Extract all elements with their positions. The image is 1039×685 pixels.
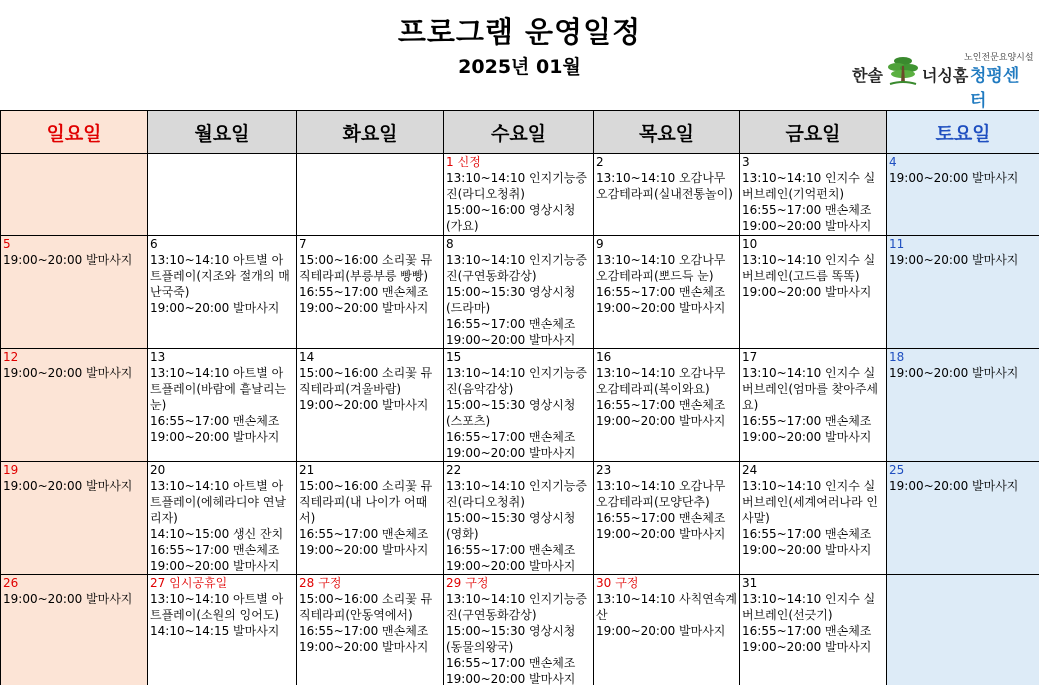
program-entry: 13:10~14:10 인지기능증진(구연동화감상): [446, 592, 587, 622]
day-header: [889, 349, 1037, 365]
program-entry: 15:00~16:00 소리꽃 뮤직테라피(내 나이가 어때서): [299, 479, 433, 525]
page-subtitle: 2025년 01월: [458, 56, 581, 78]
program-entry: 16:55~17:00 맨손체조: [446, 430, 576, 444]
program-entry: 19:00~20:00 발마사지: [596, 301, 726, 315]
program-list: [299, 252, 441, 316]
day-number: 21: [299, 463, 315, 477]
day-number: 28: [299, 576, 315, 590]
day-number: 3: [742, 155, 750, 169]
day-cell: [887, 236, 1039, 349]
logo-tagline: 노인전문요양시설: [964, 53, 1034, 63]
day-number: 15: [446, 350, 462, 364]
week-row: [1, 349, 1039, 462]
day-header: [150, 349, 294, 365]
week-row: [1, 154, 1039, 236]
program-entry: 13:10~14:10 아트별 아트플레이(지조와 절개의 매난국죽): [150, 253, 290, 299]
day-number: 16: [596, 350, 612, 364]
day-number: 4: [889, 155, 897, 169]
day-cell: [444, 462, 594, 575]
day-number: 6: [150, 237, 158, 251]
center-logo: [852, 50, 1034, 111]
day-cell: [887, 462, 1039, 575]
program-entry: 16:55~17:00 맨손체조: [742, 414, 872, 428]
program-entry: 16:55~17:00 맨손체조: [446, 543, 576, 557]
page-header: [0, 0, 1039, 110]
day-number: 12: [3, 350, 19, 364]
program-list: [299, 591, 441, 655]
day-cell: [297, 236, 444, 349]
day-header: [299, 236, 441, 252]
program-entry: 13:10~14:10 인지수 실버브레인(선긋기): [742, 592, 876, 622]
day-number: 31: [742, 576, 758, 590]
day-header: [889, 236, 1037, 252]
program-list: [596, 591, 737, 639]
program-entry: 19:00~20:00 발마사지: [446, 446, 576, 460]
program-entry: 16:55~17:00 맨손체조: [299, 624, 429, 638]
program-list: [889, 478, 1037, 494]
day-cell: [594, 349, 740, 462]
day-cell: [740, 575, 887, 685]
day-number: 25: [889, 463, 905, 477]
program-entry: 13:10~14:10 오감나무 오감테라피(뽀드득 눈): [596, 253, 726, 283]
logo-name-left: 한솔: [852, 66, 883, 85]
day-number: 7: [299, 237, 307, 251]
day-cell: [148, 462, 297, 575]
program-entry: 13:10~14:10 인지기능증진(구연동화감상): [446, 253, 587, 283]
program-list: [889, 252, 1037, 268]
program-list: [596, 252, 737, 316]
day-header: [596, 349, 737, 365]
program-entry: 19:00~20:00 발마사지: [446, 333, 576, 347]
day-number: 20: [150, 463, 166, 477]
program-entry: 15:00~16:00 영상시청(가요): [446, 203, 576, 233]
program-entry: 13:10~14:10 오감나무 오감테라피(복이와요): [596, 366, 726, 396]
program-entry: 19:00~20:00 발마사지: [742, 430, 872, 444]
weekday-sunday: 일요일: [1, 111, 148, 154]
day-number: 10: [742, 237, 758, 251]
day-cell: [594, 236, 740, 349]
day-header: [299, 349, 441, 365]
day-header: [596, 154, 737, 170]
logo-name-mid: 너싱홈: [922, 66, 969, 85]
program-list: [889, 170, 1037, 186]
day-header: [446, 462, 591, 478]
day-header: [299, 462, 441, 478]
day-cell: [148, 349, 297, 462]
day-header: [596, 462, 737, 478]
day-header: [742, 236, 884, 252]
day-number: 30: [596, 576, 612, 590]
day-number: 9: [596, 237, 604, 251]
weekday-header-row: [1, 111, 1039, 154]
program-list: [596, 478, 737, 542]
day-number: 8: [446, 237, 454, 251]
program-list: [446, 591, 591, 685]
day-header: [150, 462, 294, 478]
day-cell: [594, 462, 740, 575]
day-cell: [444, 236, 594, 349]
program-entry: 19:00~20:00 발마사지: [299, 543, 429, 557]
program-entry: 13:10~14:10 인지수 실버브레인(고드름 똑똑): [742, 253, 876, 283]
holiday-label: 구정: [318, 576, 342, 590]
program-entry: 14:10~14:15 발마사지: [150, 624, 280, 638]
program-entry: 19:00~20:00 발마사지: [299, 301, 429, 315]
program-list: [299, 365, 441, 413]
day-header: [3, 236, 145, 252]
day-number: 22: [446, 463, 462, 477]
day-cell: [297, 462, 444, 575]
program-entry: 19:00~20:00 발마사지: [742, 285, 872, 299]
day-cell: [740, 154, 887, 236]
day-number: 29: [446, 576, 462, 590]
day-cell: [1, 349, 148, 462]
program-entry: 19:00~20:00 발마사지: [150, 559, 280, 573]
program-entry: 19:00~20:00 발마사지: [889, 366, 1019, 380]
program-entry: 16:55~17:00 맨손체조: [596, 398, 726, 412]
program-entry: 13:10~14:10 인지수 실버브레인(기억펀치): [742, 171, 876, 201]
day-cell: [887, 154, 1039, 236]
day-number: 13: [150, 350, 166, 364]
program-entry: 15:00~15:30 영상시청(스포츠): [446, 398, 576, 428]
day-header: [596, 575, 737, 591]
program-list: [150, 478, 294, 574]
program-entry: 16:55~17:00 맨손체조: [150, 414, 280, 428]
weekday-saturday: 토요일: [887, 111, 1039, 154]
program-entry: 15:00~16:00 소리꽃 뮤직테라피(부릉부릉 빵빵): [299, 253, 433, 283]
program-entry: 15:00~15:30 영상시청(동물의왕국): [446, 624, 576, 654]
program-list: [596, 365, 737, 429]
week-row: [1, 575, 1039, 685]
schedule-calendar: [0, 110, 1039, 685]
day-cell: [148, 236, 297, 349]
day-header: [742, 349, 884, 365]
program-list: [446, 365, 591, 461]
program-entry: 19:00~20:00 발마사지: [3, 479, 133, 493]
program-entry: 16:55~17:00 맨손체조: [742, 527, 872, 541]
program-list: [150, 365, 294, 445]
day-header: [446, 154, 591, 170]
program-entry: 16:55~17:00 맨손체조: [446, 656, 576, 670]
program-entry: 13:10~14:10 오감나무 오감테라피(실내전통놀이): [596, 171, 733, 201]
program-entry: 19:00~20:00 발마사지: [3, 592, 133, 606]
holiday-label: 임시공휴일: [169, 576, 228, 590]
program-entry: 13:10~14:10 인지기능증진(라디오청취): [446, 479, 587, 509]
program-entry: 16:55~17:00 맨손체조: [742, 203, 872, 217]
program-entry: 16:55~17:00 맨손체조: [299, 527, 429, 541]
day-header: [446, 575, 591, 591]
day-cell: [297, 575, 444, 685]
program-entry: 13:10~14:10 오감나무 오감테라피(모양단추): [596, 479, 726, 509]
program-entry: 19:00~20:00 발마사지: [299, 398, 429, 412]
day-number: 24: [742, 463, 758, 477]
day-header: [3, 462, 145, 478]
program-list: [150, 591, 294, 639]
program-list: [742, 365, 884, 445]
program-list: [889, 365, 1037, 381]
day-cell: [740, 349, 887, 462]
program-entry: 16:55~17:00 맨손체조: [299, 285, 429, 299]
weekday-wednesday: 수요일: [444, 111, 594, 154]
day-cell: [444, 575, 594, 685]
day-header: [742, 154, 884, 170]
day-cell: [887, 349, 1039, 462]
program-entry: 19:00~20:00 발마사지: [742, 543, 872, 557]
program-list: [742, 170, 884, 234]
day-header: [742, 462, 884, 478]
day-number: 27: [150, 576, 166, 590]
day-header: [889, 575, 1037, 591]
program-entry: 15:00~16:00 소리꽃 뮤직테라피(겨울바람): [299, 366, 433, 396]
day-header: [3, 154, 145, 170]
day-cell: [444, 154, 594, 236]
weekday-monday: 월요일: [148, 111, 297, 154]
program-list: [3, 252, 145, 268]
weekday-friday: 금요일: [740, 111, 887, 154]
program-list: [3, 591, 145, 607]
program-entry: 19:00~20:00 발마사지: [150, 301, 280, 315]
holiday-label: 구정: [615, 576, 639, 590]
program-entry: 16:55~17:00 맨손체조: [446, 317, 576, 331]
day-header: [150, 575, 294, 591]
program-entry: 19:00~20:00 발마사지: [889, 171, 1019, 185]
day-header: [889, 462, 1037, 478]
program-entry: 16:55~17:00 맨손체조: [596, 511, 726, 525]
program-entry: 15:00~16:00 소리꽃 뮤직테라피(안동역에서): [299, 592, 433, 622]
day-header: [742, 575, 884, 591]
program-list: [446, 252, 591, 348]
weekday-tuesday: 화요일: [297, 111, 444, 154]
program-entry: 13:10~14:10 인지기능증진(라디오청취): [446, 171, 587, 201]
program-entry: 19:00~20:00 발마사지: [3, 253, 133, 267]
day-number: 11: [889, 237, 905, 251]
day-number: 1: [446, 155, 454, 169]
program-list: [3, 478, 145, 494]
day-cell: [444, 349, 594, 462]
page-title: 프로그램 운영일정: [397, 15, 642, 49]
program-entry: 15:00~15:30 영상시청(드라마): [446, 285, 576, 315]
day-number: 14: [299, 350, 315, 364]
program-entry: 16:55~17:00 맨손체조: [150, 543, 280, 557]
day-cell: [594, 154, 740, 236]
program-entry: 19:00~20:00 발마사지: [889, 479, 1019, 493]
day-cell: [1, 154, 148, 236]
day-cell: [148, 154, 297, 236]
program-entry: 19:00~20:00 발마사지: [446, 672, 576, 685]
day-header: [299, 575, 441, 591]
program-entry: 13:10~14:10 사칙연속계산: [596, 592, 737, 622]
holiday-label: 구정: [465, 576, 489, 590]
program-entry: 15:00~15:30 영상시청(영화): [446, 511, 576, 541]
week-row: [1, 236, 1039, 349]
program-entry: 19:00~20:00 발마사지: [446, 559, 576, 573]
program-list: [596, 170, 737, 202]
program-entry: 19:00~20:00 발마사지: [742, 219, 872, 233]
program-list: [446, 478, 591, 574]
day-number: 26: [3, 576, 19, 590]
day-cell: [594, 575, 740, 685]
program-entry: 13:10~14:10 아트별 아트플레이(에헤라디야 연날리자): [150, 479, 287, 525]
day-cell: [1, 236, 148, 349]
day-cell: [1, 462, 148, 575]
day-cell: [297, 154, 444, 236]
day-header: [596, 236, 737, 252]
day-header: [446, 349, 591, 365]
program-entry: 19:00~20:00 발마사지: [889, 253, 1019, 267]
day-header: [150, 154, 294, 170]
program-entry: 13:10~14:10 인지기능증진(음악감상): [446, 366, 587, 396]
program-list: [742, 252, 884, 300]
day-number: 17: [742, 350, 758, 364]
program-list: [446, 170, 591, 234]
program-entry: 13:10~14:10 아트별 아트플레이(소원의 잉어도): [150, 592, 284, 622]
program-list: [742, 478, 884, 558]
program-entry: 14:10~15:00 생신 잔치: [150, 527, 284, 541]
program-list: [3, 365, 145, 381]
program-entry: 13:10~14:10 아트별 아트플레이(바람에 흩날리는 눈): [150, 366, 287, 412]
program-entry: 19:00~20:00 발마사지: [596, 624, 726, 638]
program-list: [299, 478, 441, 558]
day-header: [889, 154, 1037, 170]
program-entry: 19:00~20:00 발마사지: [742, 640, 872, 654]
program-entry: 19:00~20:00 발마사지: [596, 527, 726, 541]
program-entry: 19:00~20:00 발마사지: [596, 414, 726, 428]
day-number: 2: [596, 155, 604, 169]
weekday-thursday: 목요일: [594, 111, 740, 154]
program-entry: 19:00~20:00 발마사지: [150, 430, 280, 444]
day-header: [3, 575, 145, 591]
week-row: [1, 462, 1039, 575]
program-entry: 16:55~17:00 맨손체조: [596, 285, 726, 299]
program-entry: 16:55~17:00 맨손체조: [742, 624, 872, 638]
day-cell: [740, 236, 887, 349]
program-entry: 13:10~14:10 인지수 실버브레인(세계여러나라 인사말): [742, 479, 879, 525]
day-cell: [1, 575, 148, 685]
logo-name-right: 청평센터: [970, 66, 1020, 111]
day-header: [299, 154, 441, 170]
day-cell: [148, 575, 297, 685]
day-header: [3, 349, 145, 365]
program-entry: 13:10~14:10 인지수 실버브레인(엄마를 찾아주세요): [742, 366, 879, 412]
pine-tree-icon: [886, 54, 920, 86]
day-number: 5: [3, 237, 11, 251]
program-list: [150, 252, 294, 316]
day-number: 19: [3, 463, 19, 477]
day-header: [446, 236, 591, 252]
program-list: [742, 591, 884, 655]
program-entry: 19:00~20:00 발마사지: [299, 640, 429, 654]
day-number: 23: [596, 463, 612, 477]
day-header: [150, 236, 294, 252]
day-cell: [297, 349, 444, 462]
day-number: 18: [889, 350, 905, 364]
day-cell: [887, 575, 1039, 685]
program-entry: 19:00~20:00 발마사지: [3, 366, 133, 380]
day-cell: [740, 462, 887, 575]
holiday-label: 신정: [457, 155, 481, 169]
